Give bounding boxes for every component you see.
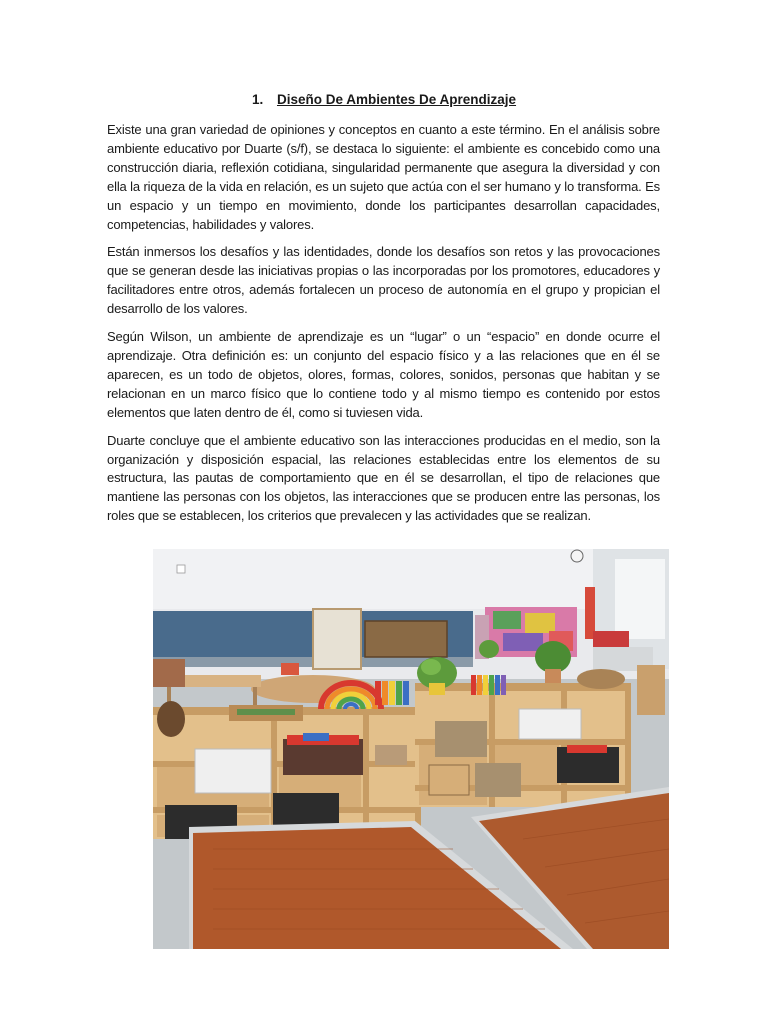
body-text <box>107 121 660 535</box>
section-number: 1. <box>251 92 264 107</box>
section-heading <box>0 92 768 107</box>
paragraph: Duarte concluye que el ambiente educativo son las interacciones producidas en el medio, son la organización y disposición espacial, las relaciones establecidas entre los elementos de su estructura, las pautas de comportamiento que en él se desarrollan, el tipo de relaciones que mantiene las personas con los objetos, las interacciones que se producen entre las personas, los roles que se establecen, los criterios que prevalecen y las actividades que se realizan. <box>107 432 660 524</box>
paragraph: Existe una gran variedad de opiniones y conceptos en cuanto a este término. En el análisis sobre ambiente educativo por Duarte (s/f), se destaca lo siguiente: el ambiente es concebido como una construcción diaria, reflexión cotidiana, singularidad permanente que asegura la diversidad y con ella la riqueza de la vida en relación, es un sujeto que actúa con el ser humano y lo transforma. Es un espacio y un tiempo en movimiento, donde los participantes desarrollan capacidades, competencias, habilidades y valores. <box>107 122 660 232</box>
paragraph: Están inmersos los desafíos y las identidades, donde los desafíos son retos y las provocaciones que se generan desde las iniciativas propias o las incorporadas por los promotores, educadores y facilitadores entre otros, además fortalecen un proceso de autonomía en el grupo y propician el desarrollo de los valores. <box>107 244 660 317</box>
paragraph: Según Wilson, un ambiente de aprendizaje es un “lugar” o un “espacio” en donde ocurre el aprendizaje. Otra definición es: un conjunto del espacio físico y a las relaciones que en él se aparecen, es un todo de objetos, olores, formas, colores, sonidos, personas que habitan y se relacionan en un marco físico que lo contiene todo y al mismo tiempo es contenido por estos elementos que laten dentro de él, como si tuviesen vida. <box>107 329 660 420</box>
classroom-photo <box>153 549 669 949</box>
section-title: Diseño De Ambientes De Aprendizaje <box>276 92 517 107</box>
